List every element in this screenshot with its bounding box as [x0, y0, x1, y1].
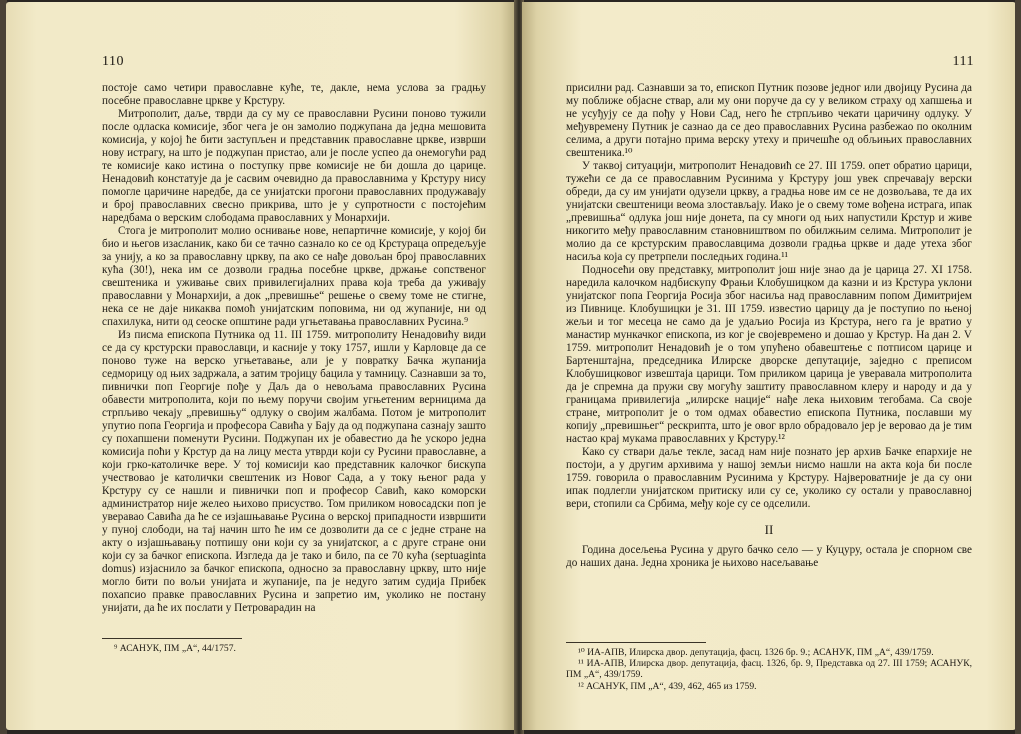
paragraph: Подносећи ову представку, митрополит још није знао да је царица 27. XI 1758. наредила калочком надбискупу Фрањи Клобушицком да казни и из Крстура уклони унијатског попа Георгија Росија због насиља над православним попом Димитријем из Пивнице. Клобушицки је 31. III 1759. известио царицу да је поступио по њеној жељи и тог месеца не само да је удаљио Росија из Крстура, него га је вратио у манастир мункачког епископа, из ког је својевремено и дошао у Крстур. На дан 2. V 1759. митрополит Ненадовић је о том упућено обавештење с потписом царице и Бартенштајна, председника Илирске дворске депутације, заједно с преписом Клобушицковог извештаја царици. Том приликом царица је уверавала митрополита да је спремна да пружи сву могућу заштиту православном клеру и народу и да у границама привилегија „илирске нације“ нађе лека њиховим тегобама. Са своје стране, митрополит је о том одмах обавестио епископа Путника, пославши му копију „превишњег“ рескрипта, што је овог врло обрадовало јер је веровао да је тим настао крај мукама православних у Крстуру.¹²	[566, 264, 972, 445]
footnote: ¹⁰ ИА-АПВ, Илирска двор. депутација, фасц. 1326 бр. 9.; АСАНУК, ПМ „А“, 439/1759.	[578, 647, 934, 658]
page-number-left: 110	[102, 54, 124, 69]
paragraph: Митрополит, даље, тврди да су му се православни Русини поново тужили после одласка комисије, због чега је он замолио поджупана да једна мешовита комисија, у којој ће бити заступљен и представник православне цркве, изврши нову истрагу, на што је поджупан пристао, али је после успео да онемогући рад те комисије како истина о поступку прве комисије не би дошла до царице. Ненадовић констатује да је сасвим очевидно да православнима у Крстуру нису помогле царичине наредбе, да се унијатски прогони православних продужавају и број православних свесно прикрива, што је у супротности с постојећим наредбама о верским слободама православних у Монархији.	[102, 108, 486, 224]
paragraph: присилни рад. Сазнавши за то, епископ Путник позове једног или двојицу Русина да му поближе објасне ствар, али му они поруче да су у великом страху од хапшења и не усуђују се да пођу у Нови Сад, него ће стрпљиво чекати царичину одлуку. У међувремену Путник је сазнао да се део православних Русина разбежао по околним селима, а други потајно прима верску утеху и причешће од обљињих православних свештеника.¹⁰	[566, 82, 972, 159]
book-edge-right	[1015, 0, 1021, 734]
left-footnotes	[102, 632, 486, 654]
paragraph: Стога је митрополит молио оснивање нове, непартичне комисије, у којој би био и његов изасланик, како би се тачно сазнало ко се од Крстураца опредељује за унију, а ко за православну цркву, па ако се нађе довољан број православних кућа (30!), нека им се дозволи градња посебне цркве, држање сопственог свештеника и уживање свих привилегијалних права која треба да уживају православни у Монархији, а док „превишње“ решење о свему томе не стигне, нека се не даје никаква помоћ унијатским поповима, ни од жупаније, ни од спахилука, нити од сеоске општине ради угњетавања православних Русина.⁹	[102, 225, 486, 328]
paragraph: постоје само четири православне куће, те, дакле, нема услова за градњу посебне православне цркве у Крстуру.	[102, 82, 486, 107]
paragraph: Из писма епископа Путника од 11. III 1759. митрополиту Ненадовићу види се да су крстурски православци, и касније у току 1757, ишли у Карловце да се поново туже на верско угњетавање, али је у повратку Бачка жупанија седморицу од њих задржала, а затим тројицу бацила у тамницу. Сазнавши за то, пивнички поп Георгије пође у Даљ да о невољама православних Русина обавести митрополита, који по њему поручи својим угњетеним верницима да стрпљиво чекају „превишњу“ одлуку о својим жалбама. Потом је митрополит упутио попа Георгија и професора Савића у Бају да од поджупана сазнају зашто су похапшени поменути Русини. Поджупан их је обавестио да ће ускоро једна комисија поћи у Крстур да на лицу места утврди који су Русини православне, а који грко-католичке вере. У тој комисији као представник калочког бискупа учествовао је католички свештеник из Новог Сада, а у току њеног рада у Крстуру су се нашли и пивнички поп и професор Савић, како коморски администратор није желео њихово присуство. Том приликом новосадски поп је уверавао Савића да ће се изјашњавање Русина о верској припадности извршити у пуној слободи, на тај начин што ће им се дозволити да се с једне стране на акту о изјашњавању потпишу они који су за унијатског, а с друге стране они који су за бачког епископа. Изгледа да је тако и било, па се 70 кућа (septuaginta domus) изјаснило за бачког епископа, односно за православну цркву, што није могло бити по вољи унијата и жупаније, па је недуго затим судија Прибек похапсио правке православних Русина и запретио им, уколико не постану унијати, да ће их послати у Петроварадин на	[102, 329, 486, 614]
left-page-body	[102, 82, 486, 615]
paragraph: Како су ствари даље текле, засад нам није познато јер архив Бачке епархије не постоји, а у другим архивима у нашој земљи нисмо нашли на акта која би после 1759. говорила о православним Русинима у Крстуру. Највероватније је да су они ипак подлегли унијатском притиску или су се, уколико су остали у православној вери, стопили са Србима, међу које су се одселили.	[566, 446, 972, 510]
footnote: ⁹ АСАНУК, ПМ „А“, 44/1757.	[114, 643, 236, 654]
right-footnotes	[566, 636, 972, 692]
section-number: II	[764, 522, 774, 537]
page-number-right: 111	[952, 54, 974, 69]
footnote-rule	[566, 642, 706, 643]
paragraph: У таквој ситуацији, митрополит Ненадовић се 27. III 1759. опет обратио царици, тужећи се да се православним Русинима у Крстуру још увек спречавају верски обреди, да су им унијати одузели цркву, а градња нове им се не дозвољава, те да их унијатски свештеници веома злостављају. Иако је о свему томе вођена истрага, ипак „превишња“ одлука још није донета, па су многи од њих напустили Крстур и живе никогито међу православним становништвом по обилжњим селима. Митрополит је молио да се крстурским православцима дозволи градња цркве и даде утеха због насиља која су претрпели последњих година.¹¹	[566, 160, 972, 263]
footnote: ¹² АСАНУК, ПМ „А“, 439, 462, 465 из 1759.	[578, 680, 757, 692]
footnote-rule	[102, 638, 242, 639]
left-page	[6, 2, 516, 730]
right-page	[522, 2, 1016, 730]
footnote: ¹¹ ИА-АПВ, Илирска двор. депутација, фасц. 1326, бр. 9, Представка од 27. III 1759; АСАНУК, ПМ „А“, 439/1759.	[566, 658, 972, 681]
right-page-body	[566, 82, 972, 582]
paragraph: Година досељења Русина у друго бачко село — у Куцуру, остала је спорном све до наших дана. Једна хроника је њихово насељавање	[566, 544, 972, 569]
